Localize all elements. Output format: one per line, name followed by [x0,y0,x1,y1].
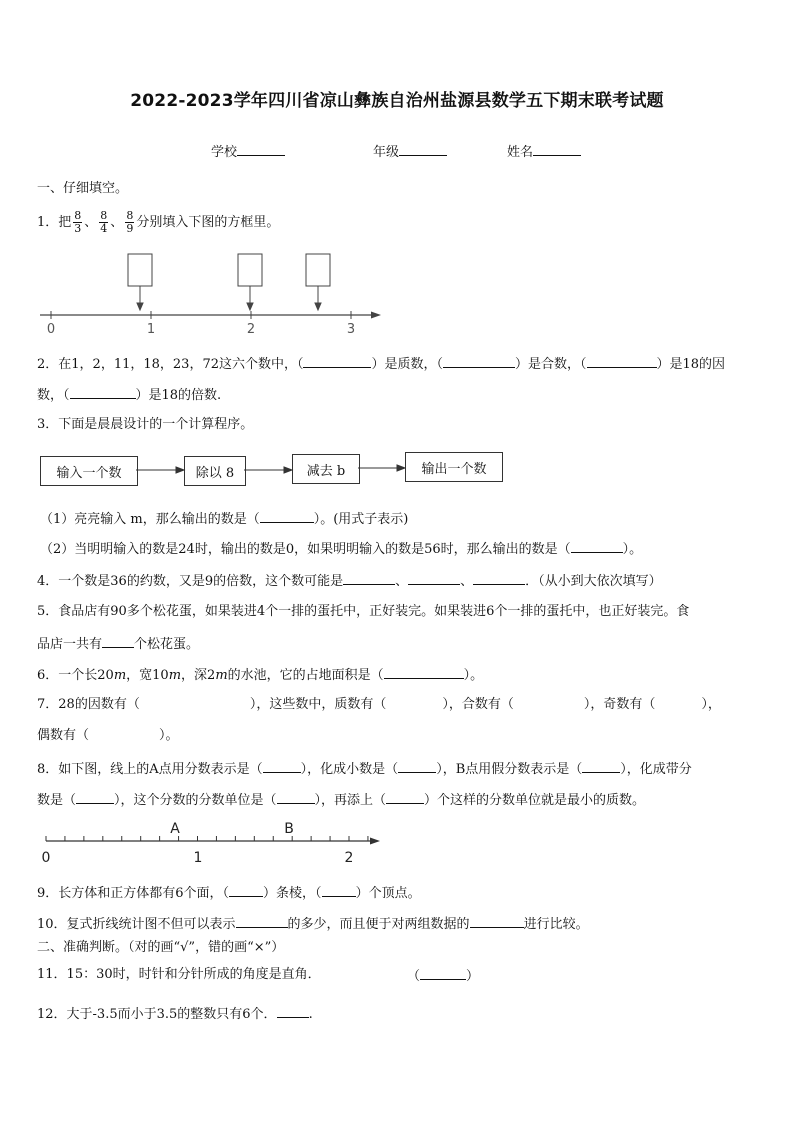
question-1 [37,210,279,236]
q8-text: 8．如下图，线上的A点用分数表示是（ [37,762,263,777]
school-field [211,141,285,160]
paren-open: （ [407,969,421,984]
q2-text: ）是18的因 [656,357,726,372]
question-3-sub-1 [40,510,408,528]
separator: 、 [84,215,98,230]
name-field [507,141,581,160]
q4-text: ．（从小到大依次填写） [525,574,662,589]
q8-text: ），化成小数是（ [300,762,399,777]
question-8-line-1 [37,760,692,778]
question-2-line-1 [37,355,725,373]
arrow-right-icon [397,465,405,471]
section-heading-true-false: 二、准确判断。（对的画“√”，错的画“×”） [37,940,285,955]
answer-blank[interactable] [384,666,464,679]
question-3: 3．下面是晨晨设计的一个计算程序。 [37,417,254,432]
fraction-8-3 [73,210,82,235]
q7-text: ）， [701,697,721,712]
arrow-down-icon [137,303,143,310]
answer-blank[interactable] [260,510,314,523]
tick-label: 3 [346,322,356,336]
answer-blank[interactable] [322,884,356,897]
q4-text: 、 [395,574,409,589]
flow-step-output: 输出一个数 [405,452,503,482]
question-5-line-2 [37,635,199,653]
tick-label: 0 [46,322,56,336]
name-blank[interactable] [533,143,581,156]
page-title: 2022-2023学年四川省凉山彝族自治州盐源县数学五下期末联考试题 [130,91,664,111]
q3-text: （1）亮亮输入 m，那么输出的数是（ [40,512,260,527]
arrow-right-icon [176,467,184,473]
name-label: 姓名 [507,145,534,160]
q4-text: 4．一个数是36的约数，又是9的倍数，这个数可能是 [37,574,344,589]
axis-arrow-icon [370,838,380,845]
tick-label: 1 [146,322,156,336]
answer-blank[interactable] [343,572,395,585]
q6-text: ，深2 [181,668,216,683]
q5-text: 品店一共有 [37,637,103,652]
q6-text: ）。 [463,668,484,683]
q9-text: ）个顶点。 [355,886,421,901]
q7-text: ），奇数有（ [583,697,656,712]
question-11-answer [407,967,479,985]
q3-text: （2）当明明输入的数是24时，输出的数是0，如果明明输入的数是56时，那么输出的数是（ [40,542,571,557]
question-7-line-2 [37,728,179,744]
answer-blank[interactable] [263,760,301,773]
q6-text: 6．一个长20 [37,668,114,683]
q8-text: ），再添上（ [314,793,387,808]
q8-text: ），B点用假分数表示是（ [436,762,583,777]
answer-blank[interactable] [229,884,263,897]
tick-label: 2 [344,850,354,866]
q1-prefix: 1．把 [37,215,72,230]
question-8-line-2 [37,791,645,809]
q10-text: 的多少，而且便于对两组数据的 [287,917,470,932]
answer-blank[interactable] [587,355,657,368]
q5-text: 个松花蛋。 [134,637,200,652]
q7-text: 7．28的因数有（ [37,697,140,712]
tick-label: 1 [193,850,203,866]
arrow-right-icon [284,467,292,473]
fraction-numerator: 8 [74,209,82,222]
q8-text: ）个这样的分数单位就是最小的质数。 [424,793,646,808]
fraction-8-9 [125,210,134,235]
q2-text: ）是18的倍数. [135,388,222,403]
q7-text: ），这些数中，质数有（ [249,697,387,712]
grade-blank[interactable] [399,143,447,156]
unit-m: m [215,668,228,683]
answer-blank[interactable] [408,572,460,585]
number-line-figure-8 [38,818,388,868]
q4-text: 、 [460,574,474,589]
q8-text: ），这个分数的分数单位是（ [114,793,277,808]
arrow-down-icon [315,303,321,310]
flow-step-input: 输入一个数 [40,456,138,486]
q9-text: 9．长方体和正方体都有6个面，（ [37,886,230,901]
q2-text: 数，（ [37,388,70,403]
q3-text: ）。 [622,542,643,557]
q3-text: ）。(用式子表示) [313,512,409,527]
q7-text: ），合数有（ [442,697,514,712]
answer-blank[interactable] [277,791,315,804]
q8-text: 数是（ [37,793,77,808]
answer-blank[interactable] [277,1005,309,1018]
q6-text: ，宽10 [126,668,169,683]
answer-blank[interactable] [236,915,288,928]
question-9 [37,884,421,902]
answer-blank[interactable] [386,791,424,804]
axis-arrow-icon [371,312,381,319]
q2-text: ）是合数，（ [515,357,587,372]
answer-blank[interactable] [571,540,623,553]
q9-text: ）条棱，（ [263,886,322,901]
answer-box-3[interactable] [306,254,330,286]
question-12 [37,1005,313,1023]
answer-blank[interactable] [443,355,515,368]
question-2-line-2 [37,386,221,404]
flow-arrows [136,455,406,485]
answer-blank[interactable] [470,915,524,928]
fraction-8-4 [99,210,108,235]
tick-label: 0 [41,850,51,866]
q8-text: ），化成带分 [620,762,692,777]
q11-text: 11．15：30时，时针和分针所成的角度是直角． [37,967,321,982]
q12-text: . [308,1007,313,1022]
fraction-numerator: 8 [100,209,108,222]
question-4 [37,572,662,590]
number-line-figure-1 [35,248,390,336]
question-7-line-1 [37,697,757,713]
q7-text: 偶数有（ [37,728,90,743]
school-blank[interactable] [237,143,285,156]
question-11 [37,967,321,983]
grade-label: 年级 [373,145,400,160]
answer-blank[interactable] [102,635,134,648]
fraction-denominator: 9 [126,222,134,235]
question-5-line-1: 5．食品店有90多个松花蛋，如果装进4个一排的蛋托中，正好装完。如果装进6个一排的蛋托中，也正好装完。食 [37,604,690,619]
point-label-b: B [284,821,294,837]
separator: 、 [110,215,124,230]
point-label-a: A [170,821,180,837]
question-10 [37,915,589,933]
answer-box-1[interactable] [128,254,152,286]
q2-text: 2．在1，2，11，18，23，72这六个数中，（ [37,357,304,372]
question-3-sub-2 [40,540,642,558]
tick-label: 2 [246,322,256,336]
q1-suffix: 分别填入下图的方框里。 [136,215,280,230]
q10-text: 10．复式折线统计图不但可以表示 [37,917,236,932]
paren-close: ） [466,969,480,984]
flow-step-subtract: 减去 b [292,454,360,484]
answer-blank[interactable] [303,355,371,368]
answer-blank[interactable] [582,760,620,773]
answer-blank[interactable] [398,760,436,773]
flow-step-divide: 除以 8 [184,456,246,486]
q7-text: ）。 [159,728,179,743]
school-label: 学校 [211,145,238,160]
answer-blank[interactable] [473,572,525,585]
section-heading-fill-in: 一、仔细填空。 [37,181,129,196]
grade-field [373,141,447,160]
unit-m: m [113,668,127,683]
arrow-down-icon [247,303,253,310]
answer-blank[interactable] [420,967,466,980]
fraction-denominator: 4 [100,222,108,235]
answer-box-2[interactable] [238,254,262,286]
question-6 [37,666,483,684]
answer-blank[interactable] [70,386,136,399]
q12-text: 12．大于-3.5而小于3.5的整数只有6个． [37,1007,277,1022]
q6-text: 的水池，它的占地面积是（ [227,668,384,683]
answer-blank[interactable] [76,791,114,804]
q2-text: ）是质数，（ [371,357,443,372]
fraction-numerator: 8 [126,209,134,222]
unit-m: m [168,668,182,683]
fraction-denominator: 3 [74,222,82,235]
q10-text: 进行比较。 [523,917,589,932]
